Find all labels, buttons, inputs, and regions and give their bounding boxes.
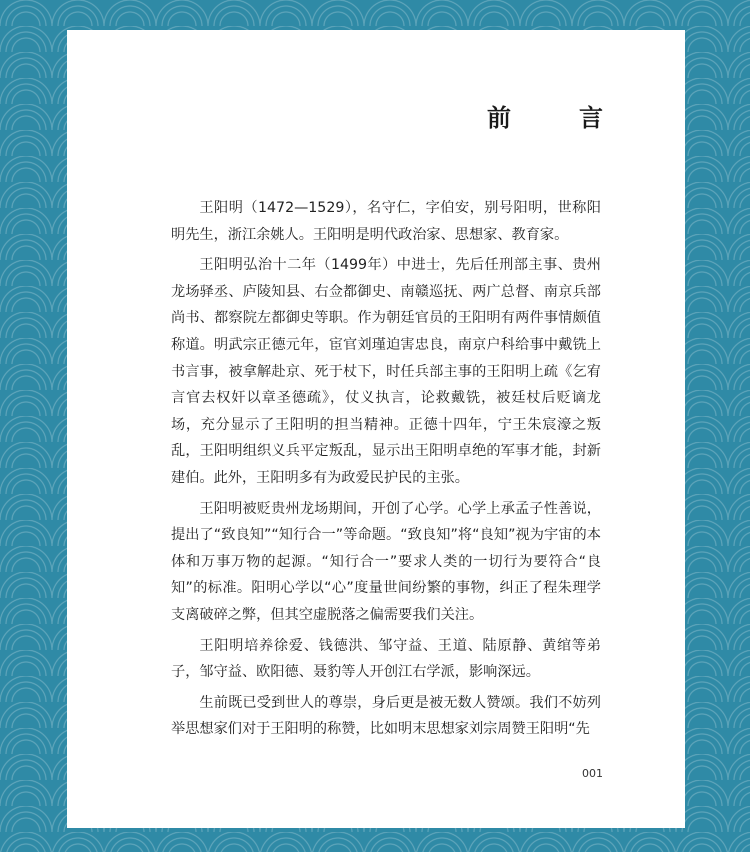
paragraph: 王阳明弘治十二年（1499年）中进士，先后任刑部主事、贵州龙场驿丞、庐陵知县、右佥都御史、南赣巡抚、两广总督、南京兵部尚书、都察院左都御史等职。作为朝廷官员的王阳明有两件事情颇值称道。明武宗正德元年，宦官刘瑾迫害忠良，南京户科给事中戴铣上书言事，被拿解赴京、死于杖下，时任兵部主事的王阳明上疏《乞宥言官去权奸以章圣德疏》，仗义执言，论救戴铣，被廷杖后贬谪龙场，充分显示了王阳明的担当精神。正德十四年，宁王朱宸濠之叛乱，王阳明组织义兵平定叛乱，显示出王阳明卓绝的军事才能，封新建伯。此外，王阳明多有为政爱民护民的主张。 [171, 257, 601, 486]
paragraph: 王阳明（1472—1529），名守仁，字伯安，别号阳明，世称阳明先生，浙江余姚人。王阳明是明代政治家、思想家、教育家。 [171, 200, 601, 243]
paragraph: 王阳明被贬贵州龙场期间，开创了心学。心学上承孟子性善说，提出了“致良知”“知行合一”等命题。“致良知”将“良知”视为宇宙的本体和万事万物的起源。“知行合一”要求人类的一切行为要符合“良知”的标准。阳明心学以“心”度量世间纷繁的事物，纠正了程朱理学支离破碎之弊，但其空虚脱落之偏需要我们关注。 [171, 500, 601, 623]
book-page [67, 30, 685, 828]
body-text [171, 195, 601, 747]
page-title: 前 言 [487, 103, 625, 132]
paragraph: 生前既已受到世人的尊崇，身后更是被无数人赞颂。我们不妨列举思想家们对于王阳明的称赞，比如明末思想家刘宗周赞王阳明“先 [171, 694, 601, 738]
page-number: 001 [582, 767, 603, 780]
paragraph: 王阳明培养徐爱、钱德洪、邹守益、王道、陆原静、黄绾等弟子，邹守益、欧阳德、聂豹等人开创江右学派，影响深远。 [171, 637, 601, 681]
